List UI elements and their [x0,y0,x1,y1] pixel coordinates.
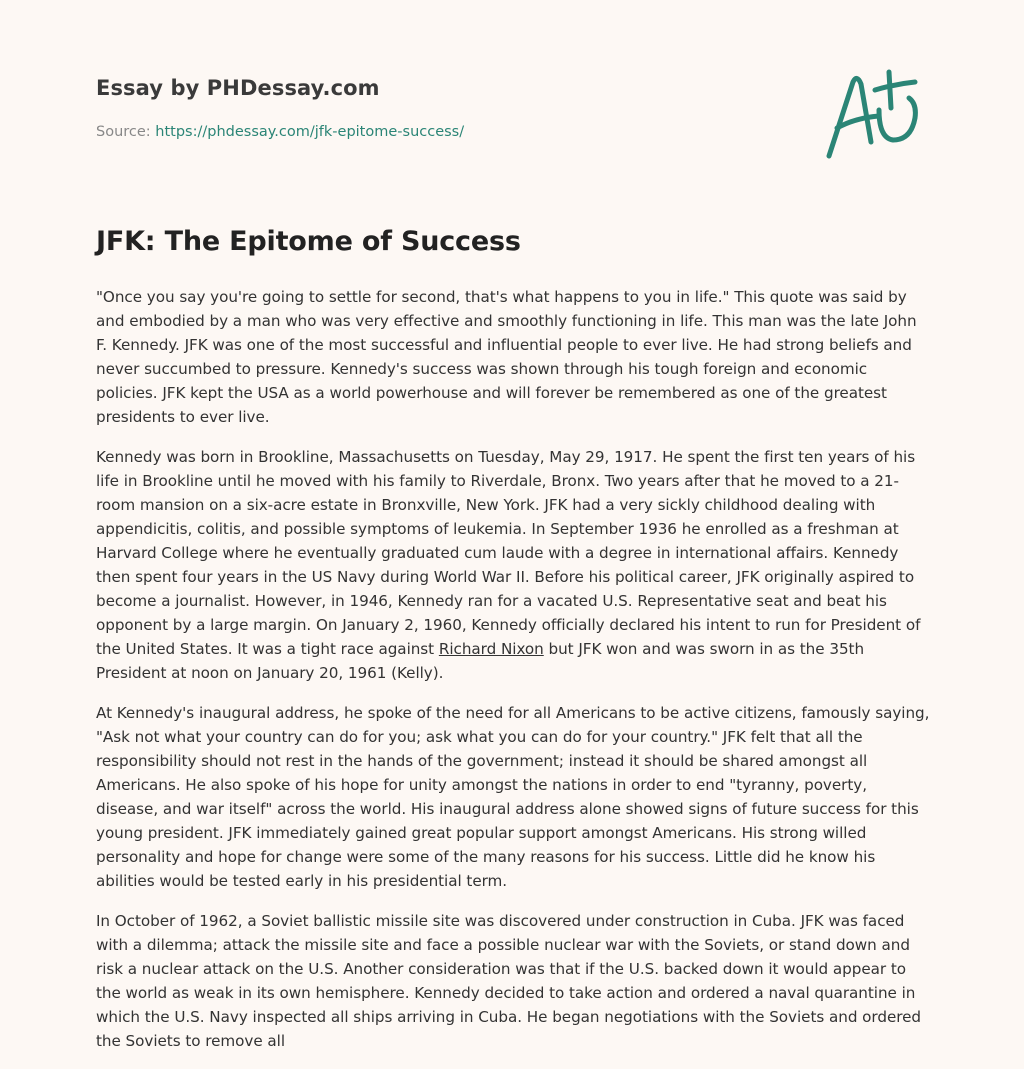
essay-paragraph: At Kennedy's inaugural address, he spoke of the need for all Americans to be active citizens, famously saying, "Ask not what your country can do for you; ask what you can do for your country." JFK felt that all the responsibility should not rest in the hands of the government; instead it should be shared amongst all Americans. He also spoke of his hope for unity amongst the nations in order to end "tyranny, poverty, disease, and war itself" across the world. His inaugural address alone showed signs of future success for this young president. JFK immediately gained great popular support amongst Americans. His strong willed personality and hope for change were some of the many reasons for his success. Little did he know his abilities would be tested early in his presidential term. [96,704,930,890]
essay-title: JFK: The Epitome of Success [96,226,521,257]
essay-body [96,285,932,1069]
paragraph-text: Kennedy was born in Brookline, Massachusetts on Tuesday, May 29, 1917. He spent the first ten years of his life in Brookline until he moved with his family to Riverdale, Bronx. Two years after that he moved to a 21-room mansion on a six-acre estate in Bronxville, New York. JFK had a very sickly childhood dealing with appendicitis, colitis, and possible symptoms of leukemia. In September 1936 he enrolled as a freshman at Harvard College where he eventually graduated cum laude with a degree in international affairs. Kennedy then spent four years in the US Navy during World War II. Before his political career, JFK originally aspired to become a journalist. However, in 1946, Kennedy ran for a vacated U.S. Representative seat and beat his opponent by a large margin. On January 2, 1960, Kennedy officially declared his intent to run for President of the United States. It was a tight race against [96,448,921,658]
essay-paragraph: In October of 1962, a Soviet ballistic missile site was discovered under construction in Cuba. JFK was faced with a dilemma; attack the missile site and face a possible nuclear war with the Soviets, or stand down and risk a nuclear attack on the U.S. Another consideration was that if the U.S. backed down it would appear to the world as weak in its own hemisphere. Kennedy decided to take action and ordered a naval quarantine in which the U.S. Navy inspected all ships arriving in Cuba. He began negotiations with the Soviets and ordered the Soviets to remove all [96,912,921,1050]
essay-paragraph: "Once you say you're going to settle for second, that's what happens to you in life." This quote was said by and embodied by a man who was very effective and smoothly functioning in life. This man was the late John F. Kennedy. JFK was one of the most successful and influential people to ever live. He had strong beliefs and never succumbed to pressure. Kennedy's success was shown through his tough foreign and economic policies. JFK kept the USA as a world powerhouse and will forever be remembered as one of the greatest presidents to ever live. [96,288,917,426]
richard-nixon-link[interactable]: Richard Nixon [438,640,544,658]
site-brand: Essay by PHDessay.com [96,76,380,100]
paragraph-text: but JFK won and was sworn in as the 35th President at noon on January 20, 1961 (Kelly). [96,640,865,682]
source-link[interactable]: https://phdessay.com/jfk-epitome-success/ [155,124,465,140]
source-label: Source: [96,124,156,140]
a-plus-logo-icon [823,68,925,164]
essay-paragraph [96,445,932,685]
page-header [96,76,928,176]
source-line [96,124,464,140]
